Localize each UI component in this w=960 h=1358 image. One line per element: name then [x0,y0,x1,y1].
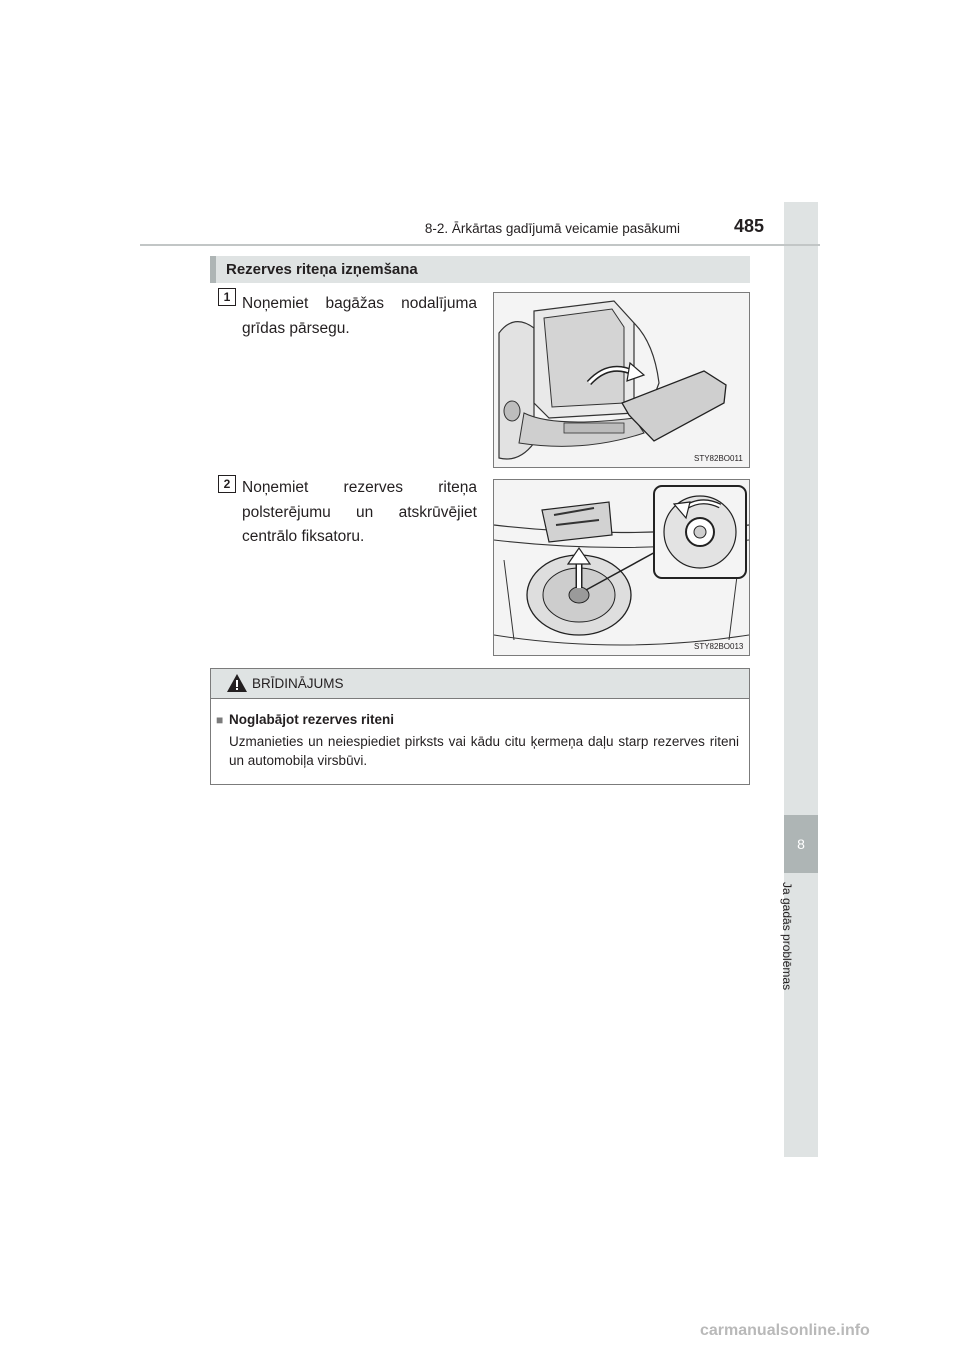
warning-bullet-icon: ■ [216,713,224,727]
chapter-number-tab[interactable]: 8 [784,815,818,873]
chapter-title-vertical [780,882,818,1002]
figure-trunk-cover [493,292,750,468]
chapter-side-strip [784,202,818,1157]
spare-wheel-illustration [494,480,749,655]
chapter-title-label: Ja gadās problēmas [780,882,794,991]
warning-triangle-icon [226,673,248,693]
watermark: carmanualsonline.info [700,1322,870,1339]
step-1-text: Noņemiet bagāžas nodalījuma grīdas pārsegu. [242,295,477,337]
step-1-badge: 1 [218,288,236,306]
warning-body: Uzmanieties un neiespiediet pirksts vai kādu citu ķermeņa daļu starp rezerves riteni un automobiļa virsbūvi. [229,734,739,768]
figure-spare-wheel [493,479,750,656]
page-number: 485 [734,216,765,236]
figure-code-1: STY82BO011 [694,454,743,463]
warning-title: BRĪDINĀJUMS [252,676,344,691]
trunk-cover-illustration [494,293,749,467]
section-title: Rezerves riteņa izņemšana [226,261,418,278]
warning-subtitle: Noglabājot rezerves riteni [229,712,395,727]
header-divider [140,244,820,246]
step-2-text: Noņemiet rezerves riteņa polsterējumu un atskrūvējiet centrālo fiksatoru. [242,479,477,545]
step-2-badge: 2 [218,475,236,493]
running-header: 8-2. Ārkārtas gadījumā veicamie pasākumi [424,221,680,236]
figure-code-2: STY82BO013 [694,642,744,651]
